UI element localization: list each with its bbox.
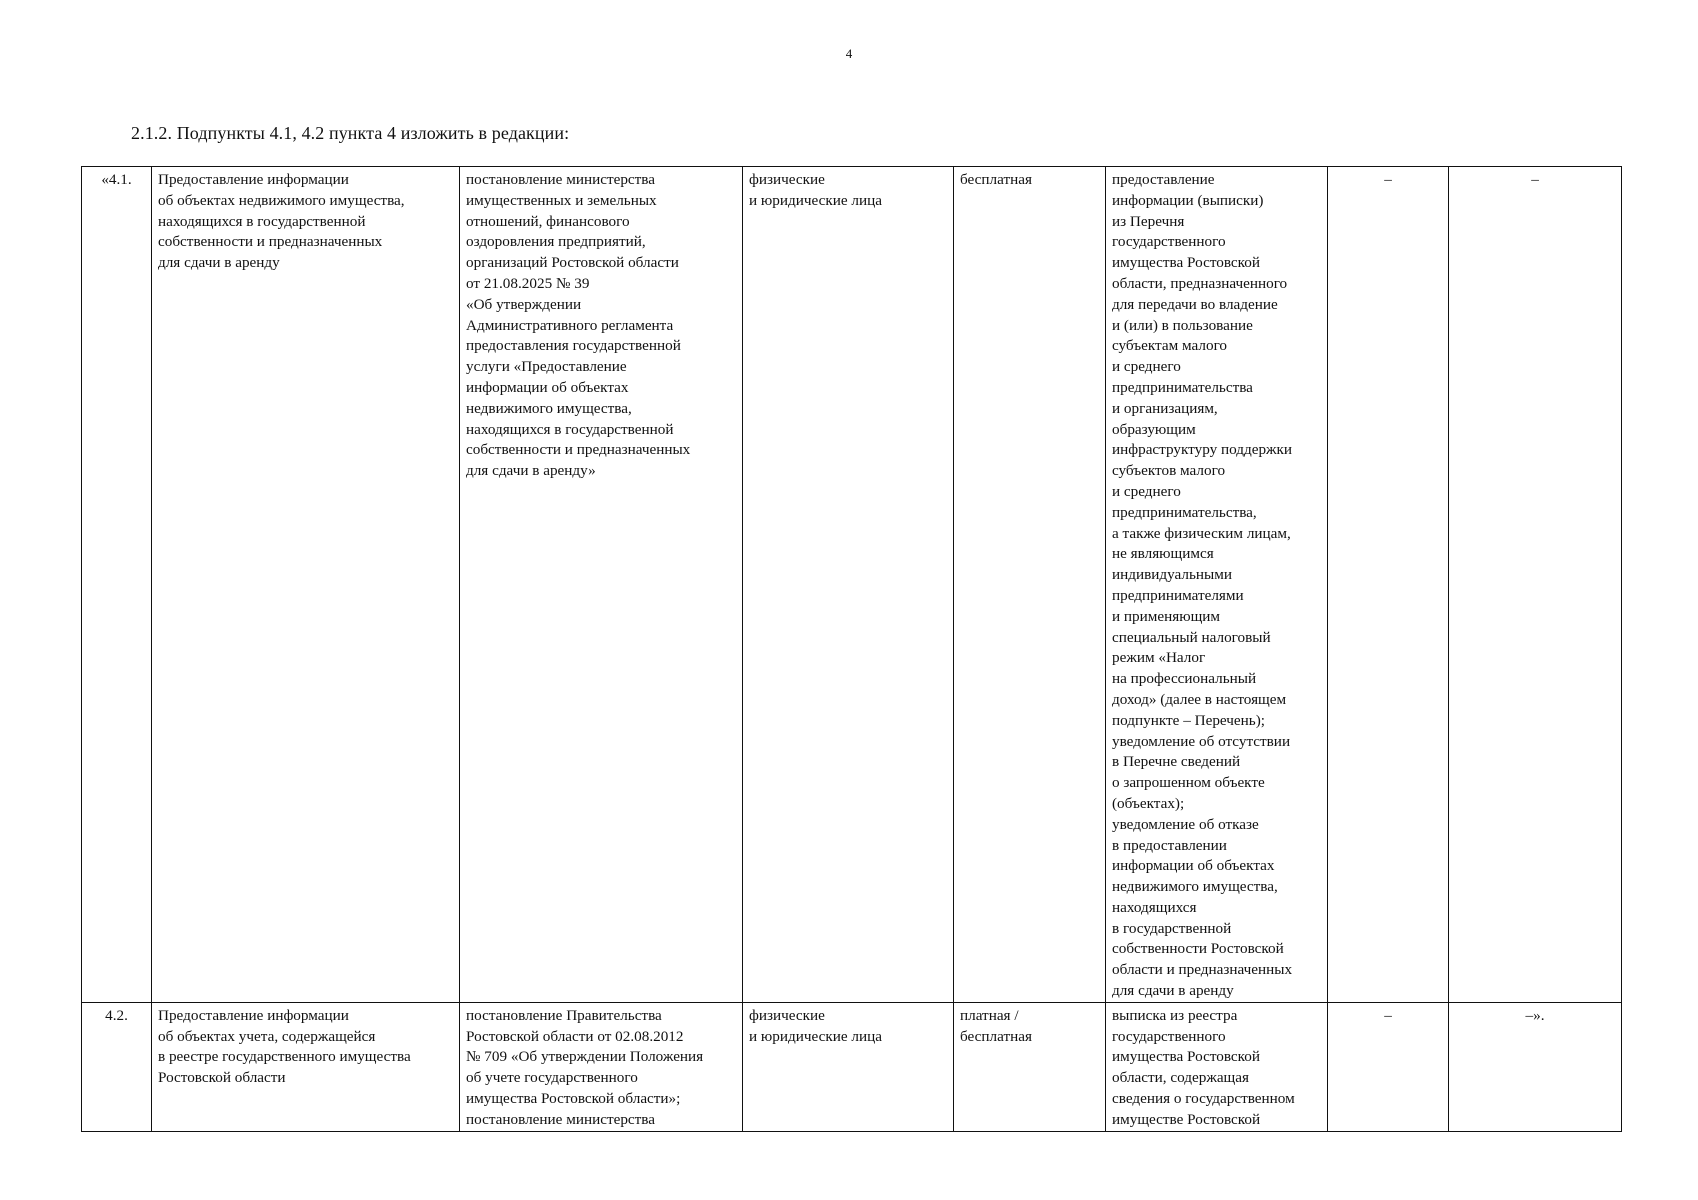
row-number: 4.2.	[82, 1002, 152, 1131]
recipients: физические и юридические лица	[743, 167, 954, 1003]
legal-act: постановление Правительства Ростовской области от 02.08.2012 № 709 «Об утверждении Положения об учете государственного имущества Ростовской области»; постановление министерства	[460, 1002, 743, 1131]
services-table	[81, 166, 1622, 1132]
row-number: «4.1.	[82, 167, 152, 1003]
service-result: предоставление информации (выписки) из Перечня государственного имущества Ростовской области, предназначенного для передачи во владение и (или) в пользование субъектам малого и среднего предпринимательства и организациям, образующим инфраструктуру поддержки субъектов малого и среднего предпринимательства, а также физическим лицам, не являющимся индивидуальными предпринимателями и применяющим специальный налоговый режим «Налог на профессиональный доход» (далее в настоящем подпункте – Перечень); уведомление об отсутствии в Перечне сведений о запрошенном объекте (объектах); уведомление об отказе в предоставлении информации об объектах недвижимого имущества, находящихся в государственной собственности Ростовской области и предназначенных для сдачи в аренду	[1106, 167, 1328, 1003]
column-7-value: –	[1328, 167, 1449, 1003]
table-row	[82, 167, 1622, 1003]
table-row	[82, 1002, 1622, 1131]
recipients: физические и юридические лица	[743, 1002, 954, 1131]
service-name: Предоставление информации об объектах учета, содержащейся в реестре государственного имущества Ростовской области	[152, 1002, 460, 1131]
service-result: выписка из реестра государственного имущества Ростовской области, содержащая сведения о государственном имуществе Ростовской	[1106, 1002, 1328, 1131]
column-8-value: –	[1449, 167, 1622, 1003]
service-name: Предоставление информации об объектах недвижимого имущества, находящихся в государственной собственности и предназначенных для сдачи в аренду	[152, 167, 460, 1003]
amendment-intro: 2.1.2. Подпункты 4.1, 4.2 пункта 4 изложить в редакции:	[131, 123, 570, 143]
page-number: 4	[845, 46, 853, 61]
legal-act: постановление министерства имущественных и земельных отношений, финансового оздоровления предприятий, организаций Ростовской области от 21.08.2025 № 39 «Об утверждении Административного регламента предоставления государственной услуги «Предоставление информации об объектах недвижимого имущества, находящихся в государственной собственности и предназначенных для сдачи в аренду»	[460, 167, 743, 1003]
payment-terms: бесплатная	[954, 167, 1106, 1003]
payment-terms: платная / бесплатная	[954, 1002, 1106, 1131]
column-8-value: –».	[1449, 1002, 1622, 1131]
column-7-value: –	[1328, 1002, 1449, 1131]
